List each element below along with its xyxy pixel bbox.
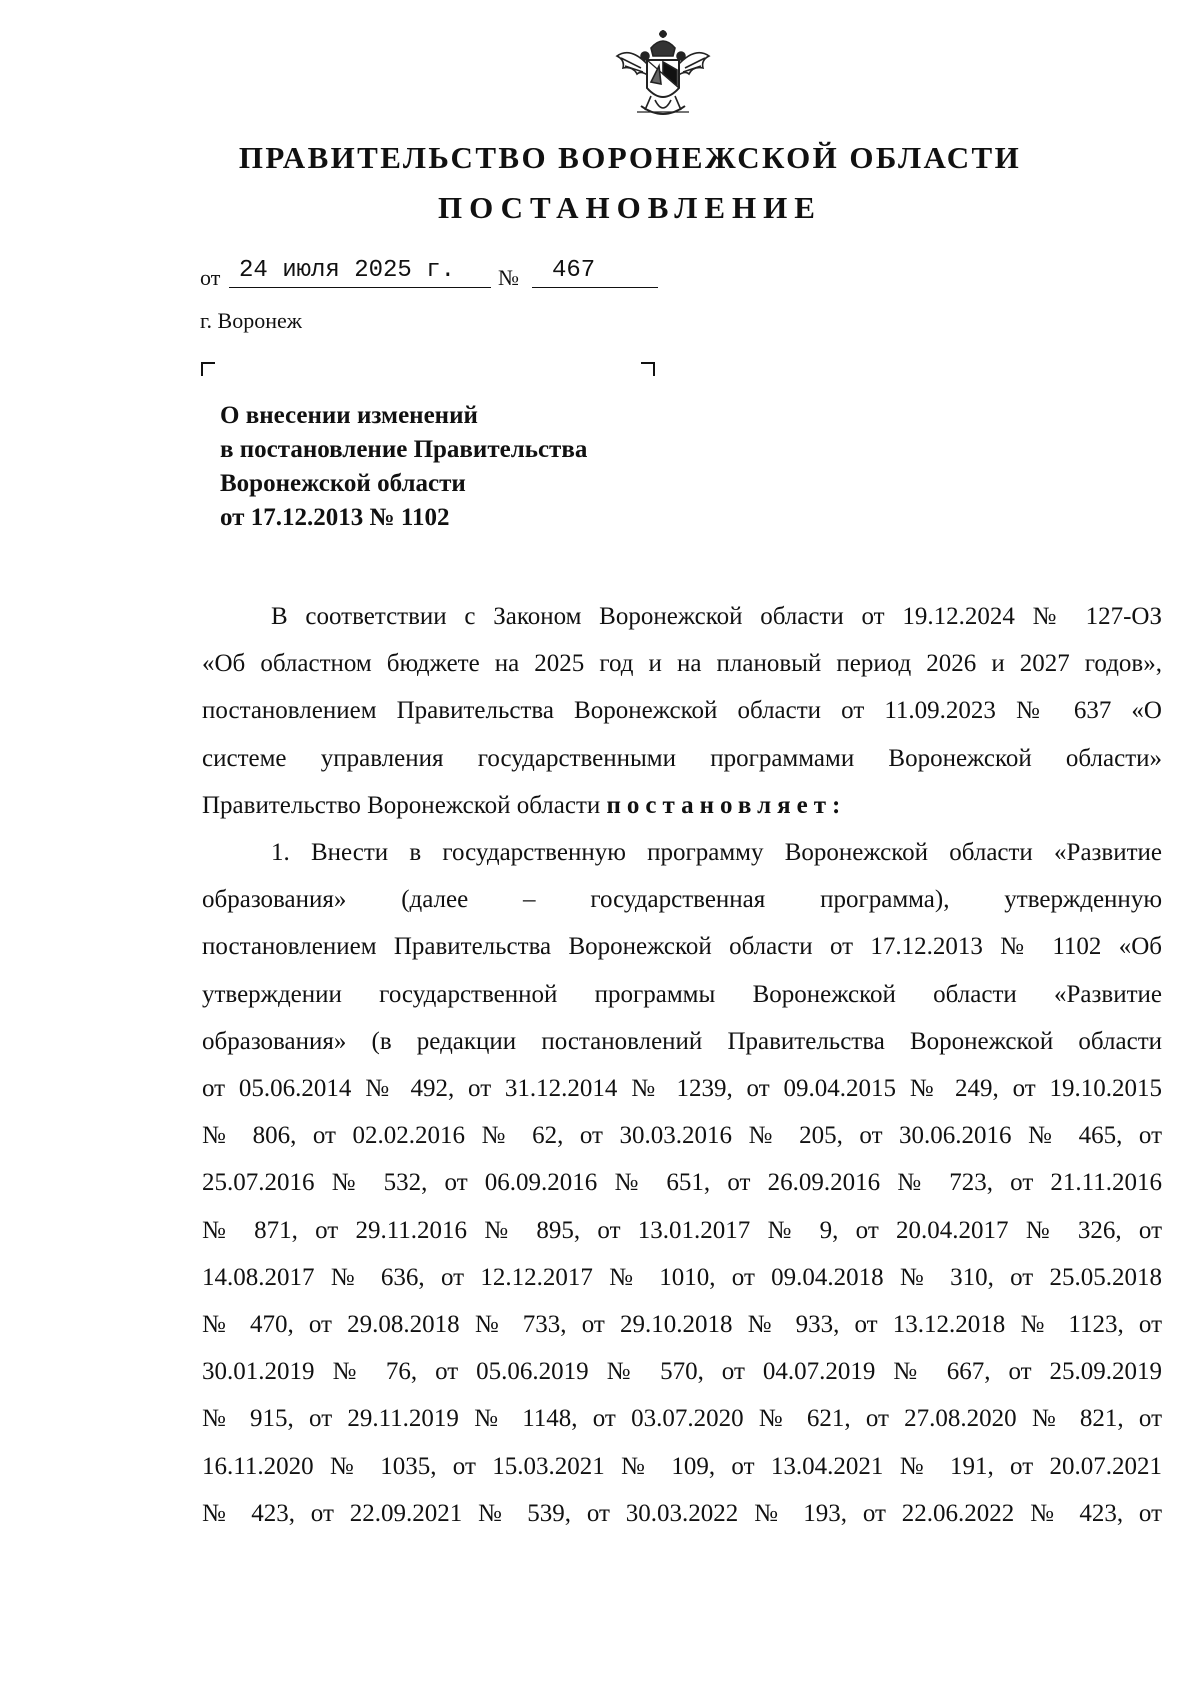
body-line: утверждении государственной программы Воронежской области «Развитие xyxy=(202,980,1162,1008)
subject-line: в постановление Правительства xyxy=(220,436,588,463)
document-date: 24 июля 2025 г. xyxy=(239,257,456,284)
decree-word: постановляет xyxy=(606,791,832,819)
body-line: «Об областном бюджете на 2025 год и на плановый период 2026 и 2027 годов», xyxy=(202,650,1162,678)
body-line xyxy=(202,782,1162,829)
body-line: 14.08.2017 № 636, от 12.12.2017 № 1010, от 09.04.2018 № 310, от 25.05.2018 xyxy=(202,1263,1162,1291)
item-1-paragraph xyxy=(202,829,1162,1537)
registration-line xyxy=(200,257,670,293)
body-line: 25.07.2016 № 532, от 06.09.2016 № 651, от 26.09.2016 № 723, от 21.11.2016 xyxy=(202,1169,1162,1197)
body-line: 30.01.2019 № 76, от 05.06.2019 № 570, от 04.07.2019 № 667, от 25.09.2019 xyxy=(202,1358,1162,1386)
body-line: образования» (далее – государственная программа), утвержденную xyxy=(202,886,1162,914)
body-line: № 423, от 22.09.2021 № 539, от 30.03.2022 № 193, от 22.06.2022 № 423, от xyxy=(202,1499,1162,1527)
date-from-label: от xyxy=(200,265,221,290)
body-line: № 871, от 29.11.2016 № 895, от 13.01.2017 № 9, от 20.04.2017 № 326, от xyxy=(202,1216,1162,1244)
body-line: от 05.06.2014 № 492, от 31.12.2014 № 1239, от 09.04.2015 № 249, от 19.10.2015 xyxy=(202,1075,1162,1103)
preamble-paragraph xyxy=(202,593,1162,829)
coat-of-arms-icon xyxy=(611,26,715,128)
date-underline xyxy=(229,287,491,288)
body-line: системе управления государственными программами Воронежской области» xyxy=(202,744,1162,772)
subject-corner-mark-left xyxy=(201,362,215,376)
body-line: 16.11.2020 № 1035, от 15.03.2021 № 109, от 13.04.2021 № 191, от 20.07.2021 xyxy=(202,1452,1162,1480)
number-label: № xyxy=(498,265,519,290)
body-line: В соответствии с Законом Воронежской области от 19.12.2024 № 127-ОЗ xyxy=(271,603,1162,630)
city-name: г. Воронеж xyxy=(200,308,302,333)
body-line: № 915, от 29.11.2019 № 1148, от 03.07.2020 № 621, от 27.08.2020 № 821, от xyxy=(202,1405,1162,1433)
subject-corner-mark-right xyxy=(641,362,655,376)
body-line: 1. Внести в государственную программу Воронежской области «Развитие xyxy=(271,839,1162,867)
subject-line: от 17.12.2013 № 1102 xyxy=(220,504,450,531)
subject-line: О внесении изменений xyxy=(220,402,478,429)
document-type-title: ПОСТАНОВЛЕНИЕ xyxy=(438,190,822,225)
body-line: постановлением Правительства Воронежской области от 11.09.2023 № 637 «О xyxy=(202,697,1162,725)
document-number: 467 xyxy=(552,257,596,284)
body-line: образования» (в редакции постановлений Правительства Воронежской области xyxy=(202,1027,1162,1055)
body-line: № 470, от 29.08.2018 № 733, от 29.10.2018 № 933, от 13.12.2018 № 1123, от xyxy=(202,1311,1162,1339)
body-line: № 806, от 02.02.2016 № 62, от 30.03.2016 № 205, от 30.06.2016 № 465, от xyxy=(202,1122,1162,1150)
body-line: постановлением Правительства Воронежской области от 17.12.2013 № 1102 «Об xyxy=(202,933,1162,961)
government-title: ПРАВИТЕЛЬСТВО ВОРОНЕЖСКОЙ ОБЛАСТИ xyxy=(238,140,1022,175)
subject-line: Воронежской области xyxy=(220,470,466,497)
decree-colon: : xyxy=(832,791,841,819)
document-body xyxy=(202,593,1162,1537)
document-subject xyxy=(220,399,720,535)
preamble-last-text: Правительство Воронежской области xyxy=(202,791,601,819)
number-underline xyxy=(532,287,658,288)
